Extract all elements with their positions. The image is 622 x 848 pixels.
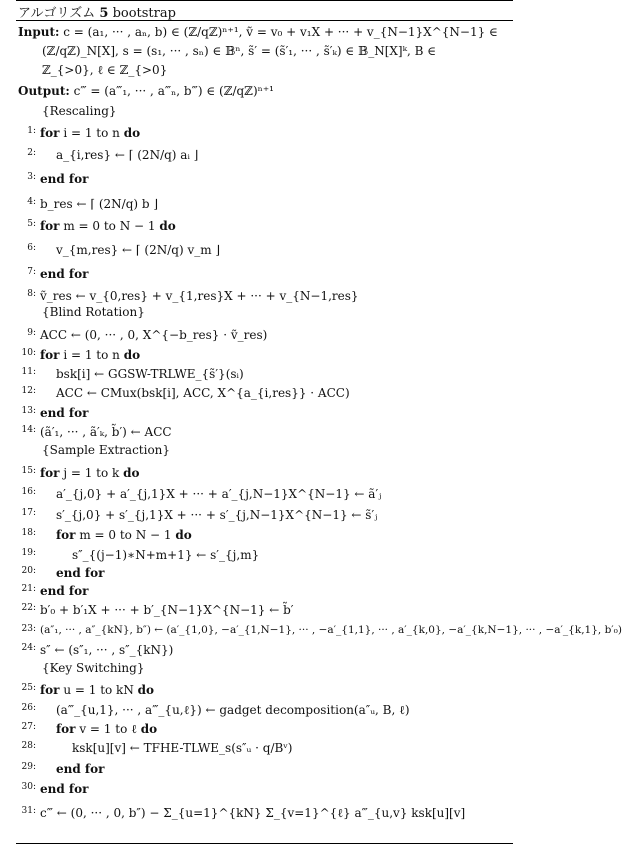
line-text: s″_{(j−1)∗N+m+1} ← s′_{j,m} [72, 548, 260, 562]
line-text: i = 1 to n [63, 126, 120, 140]
title-rule [16, 20, 513, 21]
input-text-1: c = (a₁, ··· , aₙ, b) ∈ (ℤ/qℤ)ⁿ⁺¹, ṽ = v₀ + v₁X + ··· + v_{N−1}X^{N−1} ∈ [63, 25, 498, 39]
comment-blind-rotation: {Blind Rotation} [42, 305, 145, 319]
line-text: i = 1 to n [63, 348, 120, 362]
line-number: 18: [21, 528, 36, 538]
line-number: 13: [21, 406, 36, 416]
line-number: 8: [27, 289, 36, 299]
line-number: 15: [21, 466, 36, 476]
line-number: 2: [27, 148, 36, 158]
line-text: a_{i,res} ← ⌈ (2N/q) aᵢ ⌋ [56, 148, 199, 162]
line-number: 4: [27, 197, 36, 207]
keyword-do: do [123, 126, 141, 140]
keyword: for [40, 348, 60, 362]
input-label: Input: [18, 25, 60, 39]
line-text: (a″₁, ··· , a″_{kN}, b″) ← (a′_{1,0}, −a′_{1,N−1}, ··· , −a′_{1,1}, ··· , a′_{k,0}, −a′_{k,N−1}, ··· , −a′_{k,1}, b′₀) [40, 624, 622, 636]
line-number: 16: [21, 487, 36, 497]
line-number: 24: [21, 643, 36, 653]
line-text: v = 1 to ℓ [79, 722, 137, 736]
algorithm-number: 5 [99, 6, 109, 21]
top-rule [16, 0, 513, 1]
keyword-do: do [159, 219, 176, 233]
line-number: 7: [27, 267, 36, 277]
line-number: 30: [21, 782, 36, 792]
comment-sample-extraction: {Sample Extraction} [42, 443, 171, 457]
line-number: 29: [21, 762, 36, 772]
line-number: 31: [21, 806, 36, 816]
line-number: 14: [21, 425, 36, 435]
line-text: m = 0 to N − 1 [79, 528, 172, 542]
keyword: for [40, 466, 60, 480]
line-number: 20: [21, 566, 36, 576]
line-number: 23: [21, 624, 36, 634]
input-line-2 [42, 44, 436, 58]
input-text-3: ℤ_{>0}, ℓ ∈ ℤ_{>0} [42, 63, 168, 77]
keyword: for [40, 219, 60, 233]
keyword: for [56, 528, 76, 542]
keyword-do: do [123, 348, 141, 362]
keyword: end for [40, 782, 89, 796]
line-text: ACC ← CMux(bsk[i], ACC, X^{a_{i,res}} · ACC) [56, 386, 350, 400]
line-text: ACC ← (0, ··· , 0, X^{−b_res} · ṽ_res) [40, 328, 268, 342]
input-line-1 [18, 25, 498, 39]
comment-rescaling: {Rescaling} [42, 104, 117, 118]
line-text: m = 0 to N − 1 [63, 219, 156, 233]
input-text-2: (ℤ/qℤ)_N[X], s = (s₁, ··· , sₙ) ∈ 𝔹ⁿ, s̃′ = (s̃′₁, ··· , s̃′ₖ) ∈ 𝔹_N[X]ᵏ, B ∈ [42, 44, 437, 58]
keyword-do: do [123, 466, 140, 480]
line-number: 19: [21, 548, 36, 558]
line-number: 12: [21, 386, 36, 396]
line-text: (a‴_{u,1}, ··· , a‴_{u,ℓ}) ← gadget decomposition(a″ᵤ, B, ℓ) [56, 703, 410, 717]
line-text: j = 1 to k [63, 466, 120, 480]
line-text: s′_{j,0} + s′_{j,1}X + ··· + s′_{j,N−1}X^{N−1} ← s̃′ⱼ [56, 508, 378, 522]
line-number: 1: [27, 126, 36, 136]
line-text: ksk[u][v] ← TFHE-TLWE_s(s″ᵤ · q/Bᵛ) [72, 741, 293, 755]
keyword: end for [40, 172, 89, 186]
line-number: 21: [21, 584, 36, 594]
keyword: end for [40, 584, 89, 598]
line-text: b′₀ + b′₁X + ··· + b′_{N−1}X^{N−1} ← b̃′ [40, 603, 294, 617]
algorithm-title [18, 2, 176, 21]
line-text: (ã′₁, ··· , ã′ₖ, b̃′) ← ACC [40, 425, 172, 439]
keyword: for [40, 126, 60, 140]
line-number: 25: [21, 683, 36, 693]
line-number: 9: [27, 328, 36, 338]
algorithm-name: bootstrap [112, 6, 176, 21]
input-line-3 [42, 63, 167, 78]
keyword: end for [56, 762, 105, 776]
algorithm-title-prefix: アルゴリズム [18, 6, 96, 21]
line-number: 28: [21, 741, 36, 751]
line-text: v_{m,res} ← ⌈ (2N/q) v_m ⌋ [56, 243, 221, 257]
keyword: end for [40, 406, 89, 420]
line-text: u = 1 to kN [63, 683, 134, 697]
line-number: 17: [21, 508, 36, 518]
line-number: 26: [21, 703, 36, 713]
comment-key-switching: {Key Switching} [42, 661, 145, 675]
line-text: ṽ_res ← v_{0,res} + v_{1,res}X + ··· + v_{N−1,res} [40, 289, 359, 303]
line-text: s″ ← (s″₁, ··· , s″_{kN}) [40, 643, 174, 657]
line-text: bsk[i] ← GGSW-TRLWE_{s̃′}(sᵢ) [56, 367, 244, 381]
line-text: b_res ← ⌈ (2N/q) b ⌋ [40, 197, 159, 211]
output-line [18, 84, 274, 98]
line-number: 6: [27, 243, 36, 253]
line-number: 5: [27, 219, 36, 229]
line-text: c‴ ← (0, ··· , 0, b″) − Σ_{u=1}^{kN} Σ_{v=1}^{ℓ} a‴_{u,v} ksk[u][v] [40, 806, 466, 820]
bottom-rule [16, 843, 513, 844]
output-text: c‴ = (a‴₁, ··· , a‴ₙ, b‴) ∈ (ℤ/qℤ)ⁿ⁺¹ [73, 84, 274, 98]
keyword-do: do [175, 528, 192, 542]
keyword-do: do [140, 722, 158, 736]
keyword-do: do [137, 683, 155, 697]
line-number: 22: [21, 603, 36, 613]
output-label: Output: [18, 84, 70, 98]
line-number: 27: [21, 722, 36, 732]
keyword: for [56, 722, 76, 736]
line-number: 3: [27, 172, 36, 182]
keyword: for [40, 683, 60, 697]
line-number: 11: [21, 367, 36, 377]
keyword: end for [56, 566, 105, 580]
line-number: 10: [21, 348, 36, 358]
keyword: end for [40, 267, 89, 281]
line-text: a′_{j,0} + a′_{j,1}X + ··· + a′_{j,N−1}X^{N−1} ← ã′ⱼ [56, 487, 382, 501]
